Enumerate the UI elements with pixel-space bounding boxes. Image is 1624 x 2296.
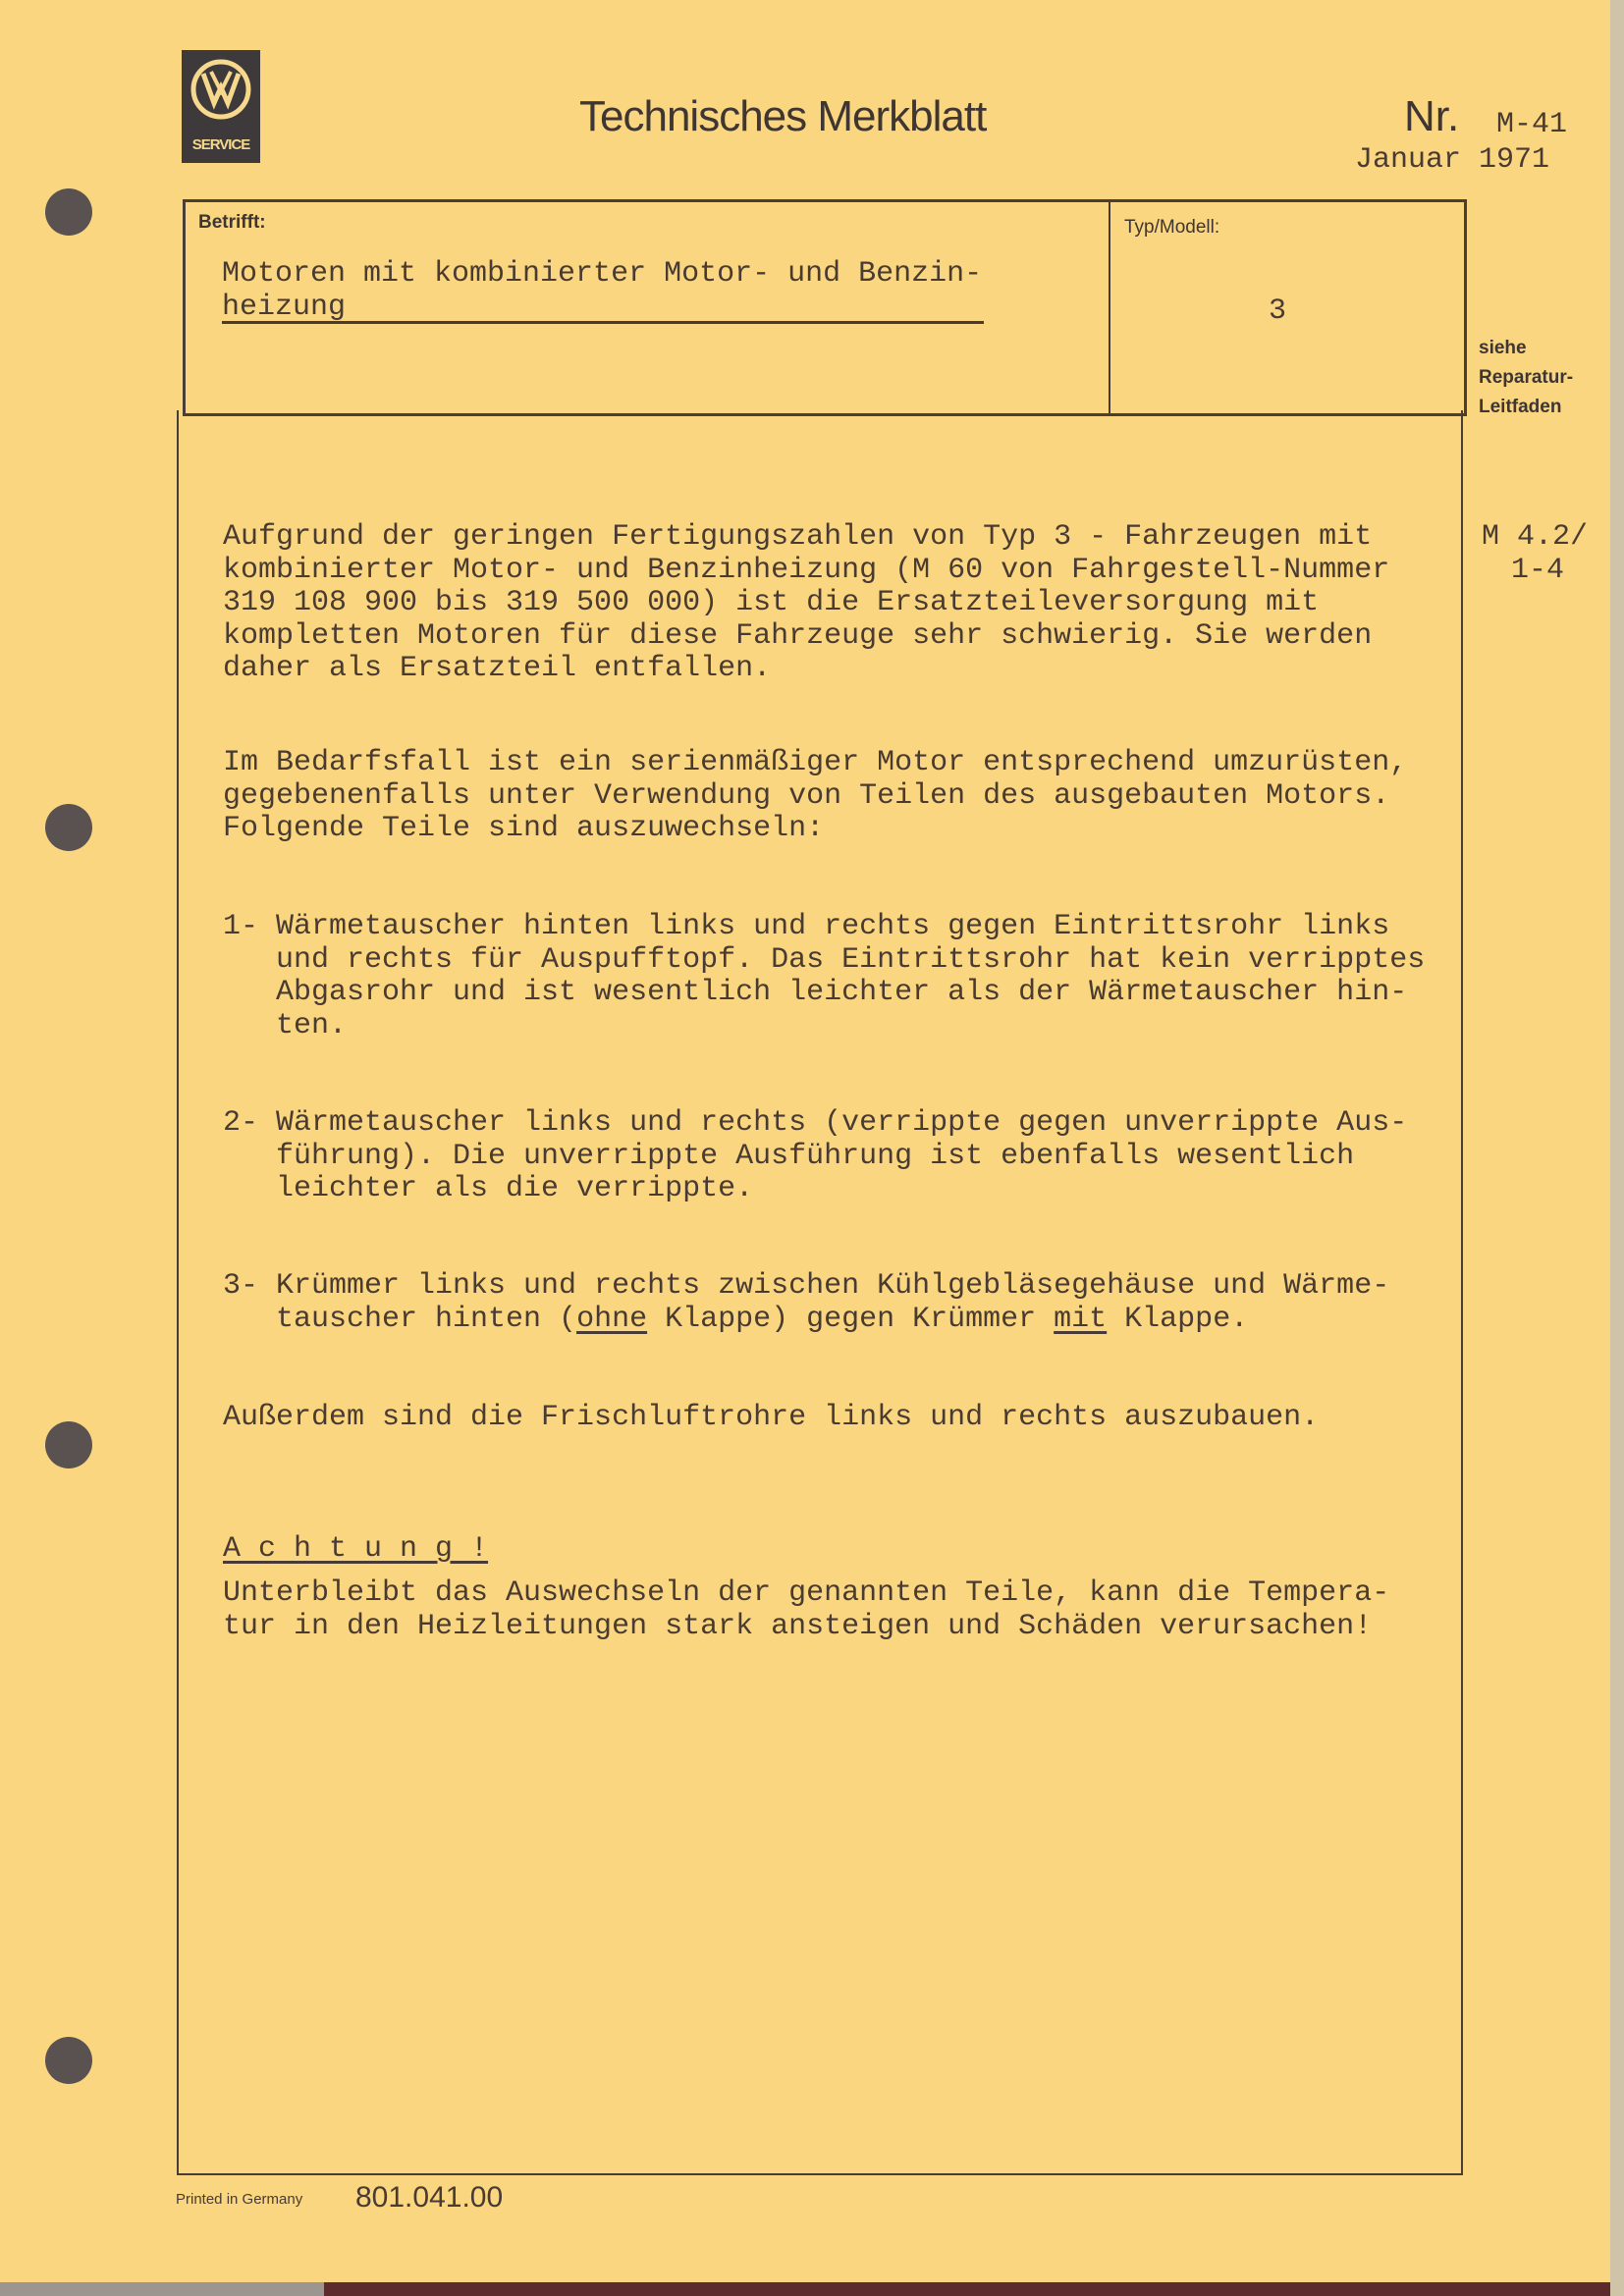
logo-text: SERVICE [191, 136, 250, 153]
subject-line: Motoren mit kombinierter Motor- und Benzin- [222, 257, 983, 291]
side-note [1479, 334, 1573, 422]
punch-hole [45, 804, 92, 851]
text-line: daher als Ersatzteil entfallen. [223, 652, 772, 685]
text-line: gegebenenfalls unter Verwendung von Teilen des ausgebauten Motors. [223, 779, 1390, 813]
side-note-line: Reparatur- [1479, 367, 1574, 388]
side-note-line: Leitfaden [1479, 397, 1562, 417]
text-line: Folgende Teile sind auszuwechseln: [223, 812, 825, 845]
subject-line: heizung [222, 291, 984, 324]
text-line: Unterbleibt das Auswechseln der genannten Teile, kann die Tempera- [223, 1576, 1390, 1610]
printed-in-germany: Printed in Germany [176, 2191, 303, 2208]
text-line: Im Bedarfsfall ist ein serienmäßiger Motor entsprechend umzurüsten, [223, 746, 1408, 779]
text-line: führung). Die unverrippte Ausführung ist ebenfalls wesentlich [223, 1140, 1355, 1173]
punch-hole [45, 1421, 92, 1468]
text-segment: Klappe. [1107, 1303, 1249, 1336]
page-edge [1610, 0, 1624, 2296]
text-segment: Klappe) gegen Krümmer [647, 1303, 1055, 1336]
typ-label: Typ/Modell: [1124, 217, 1220, 238]
text-line: tur in den Heizleitungen stark ansteigen und Schäden verursachen! [223, 1610, 1373, 1643]
text-line: 1- Wärmetauscher hinten links und rechts gegen Eintrittsrohr links [223, 910, 1390, 943]
punch-hole [45, 188, 92, 236]
document-date: Januar 1971 [1355, 143, 1550, 177]
emphasis-ohne: ohne [576, 1303, 648, 1336]
vw-logo-icon [189, 58, 252, 121]
text-line: kompletten Motoren für diese Fahrzeuge sehr schwierig. Sie werden [223, 619, 1373, 653]
number-label: Nr. [1404, 92, 1460, 140]
betrifft-label: Betrifft: [198, 212, 266, 233]
text-line: und rechts für Auspufftopf. Das Eintrittsrohr hat kein verripptes [223, 943, 1426, 977]
text-line: 3- Krümmer links und rechts zwischen Kühlgebläsegehäuse und Wärme- [223, 1269, 1390, 1303]
manual-reference: 1-4 [1511, 554, 1565, 587]
paragraph-additional: Außerdem sind die Frischluftrohre links und rechts auszubauen. [223, 1401, 1320, 1434]
text-line: 2- Wärmetauscher links und rechts (verrippte gegen unverrippte Aus- [223, 1106, 1408, 1140]
text-line: leichter als die verrippte. [223, 1172, 754, 1205]
text-line: kombinierter Motor- und Benzinheizung (M 60 von Fahrgestell-Nummer [223, 554, 1390, 587]
warning-title: A c h t u n g ! [223, 1532, 489, 1566]
background-strip-dark [324, 2282, 1610, 2296]
form-number: 801.041.00 [355, 2181, 504, 2214]
manual-reference: M 4.2/ [1482, 520, 1589, 554]
punch-hole [45, 2037, 92, 2084]
text-line: ten. [223, 1009, 348, 1042]
text-line: Aufgrund der geringen Fertigungszahlen von Typ 3 - Fahrzeugen mit [223, 520, 1373, 554]
text-line: Abgasrohr und ist wesentlich leichter als der Wärmetauscher hin- [223, 976, 1408, 1009]
emphasis-mit: mit [1054, 1303, 1108, 1336]
document-number: M-41 [1496, 108, 1568, 141]
subject-divider [1109, 199, 1110, 413]
text-segment: tauscher hinten ( [223, 1303, 577, 1336]
document-title: Technisches Merkblatt [579, 92, 987, 140]
vw-service-logo [182, 50, 260, 163]
text-line [223, 1303, 1248, 1336]
side-note-line: siehe [1479, 338, 1527, 358]
background-strip [0, 2282, 324, 2296]
typ-value: 3 [1269, 294, 1287, 328]
text-line: 319 108 900 bis 319 500 000) ist die Ersatzteileversorgung mit [223, 586, 1320, 619]
